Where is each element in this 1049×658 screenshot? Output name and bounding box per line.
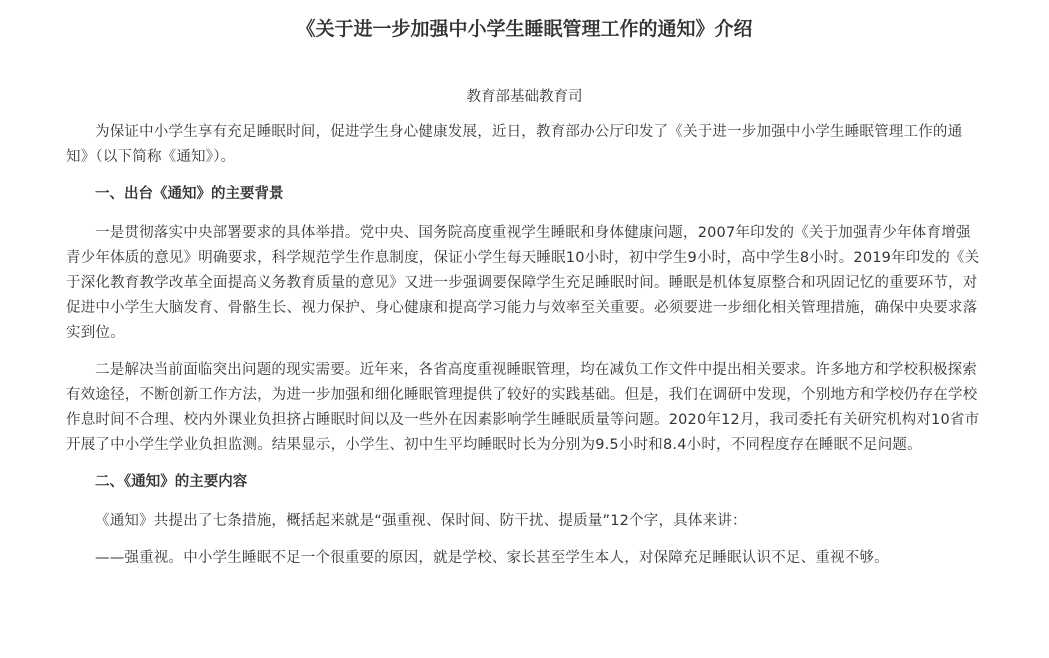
article-source: 教育部基础教育司 <box>466 89 583 105</box>
article-title: 《关于进一步加强中小学生睡眠管理工作的通知》介绍 <box>296 18 753 40</box>
section-1-heading: 一、出台《通知》的主要背景 <box>95 186 284 202</box>
section-2-heading: 二、《通知》的主要内容 <box>95 474 248 490</box>
section-2-paragraph-1: 《通知》共提出了七条措施，概括起来就是“强重视、保时间、防干扰、提质量”12个字，具体来讲： <box>95 513 747 529</box>
section-1-paragraph-1: 一是贯彻落实中央部署要求的具体举措。党中央、国务院高度重视学生睡眠和身体健康问题，2007年印发的《关于加强青少年体育增强青少年体质的意见》明确要求，科学规范学生作息制度，保证小学生每天睡眠10小时，初中学生9小时，高中学生8小时。2019年印发的《关于深化教育教学改革全面提高义务教育质量的意见》又进一步强调要保障学生充足睡眠时间。睡眠是机体复原整合和巩固记忆的重要环节，对促进中小学生大脑发育、骨骼生长、视力保护、身心健康和提高学习能力与效率至关重要。必须要进一步细化相关管理措施，确保中央要求落实到位。 <box>66 225 980 341</box>
section-2-paragraph-2: ——强重视。中小学生睡眠不足一个很重要的原因，就是学校、家长甚至学生本人，对保障充足睡眠认识不足、重视不够。 <box>95 550 889 566</box>
intro-paragraph: 为保证中小学生享有充足睡眠时间，促进学生身心健康发展，近日，教育部办公厅印发了《关于进一步加强中小学生睡眠管理工作的通知》（以下简称《通知》）。 <box>66 124 963 165</box>
section-1-paragraph-2: 二是解决当前面临突出问题的现实需要。近年来，各省高度重视睡眠管理，均在减负工作文件中提出相关要求。许多地方和学校积极探索有效途径，不断创新工作方法，为进一步加强和细化睡眠管理提供了较好的实践基础。但是，我们在调研中发现，个别地方和学校仍存在学校作息时间不合理、校内外课业负担挤占睡眠时间以及一些外在因素影响学生睡眠质量等问题。2020年12月，我司委托有关研究机构对10省市开展了中小学生学业负担监测。结果显示，小学生、初中生平均睡眠时长为分别为9.5小时和8.4小时，不同程度存在睡眠不足问题。 <box>66 362 980 453</box>
